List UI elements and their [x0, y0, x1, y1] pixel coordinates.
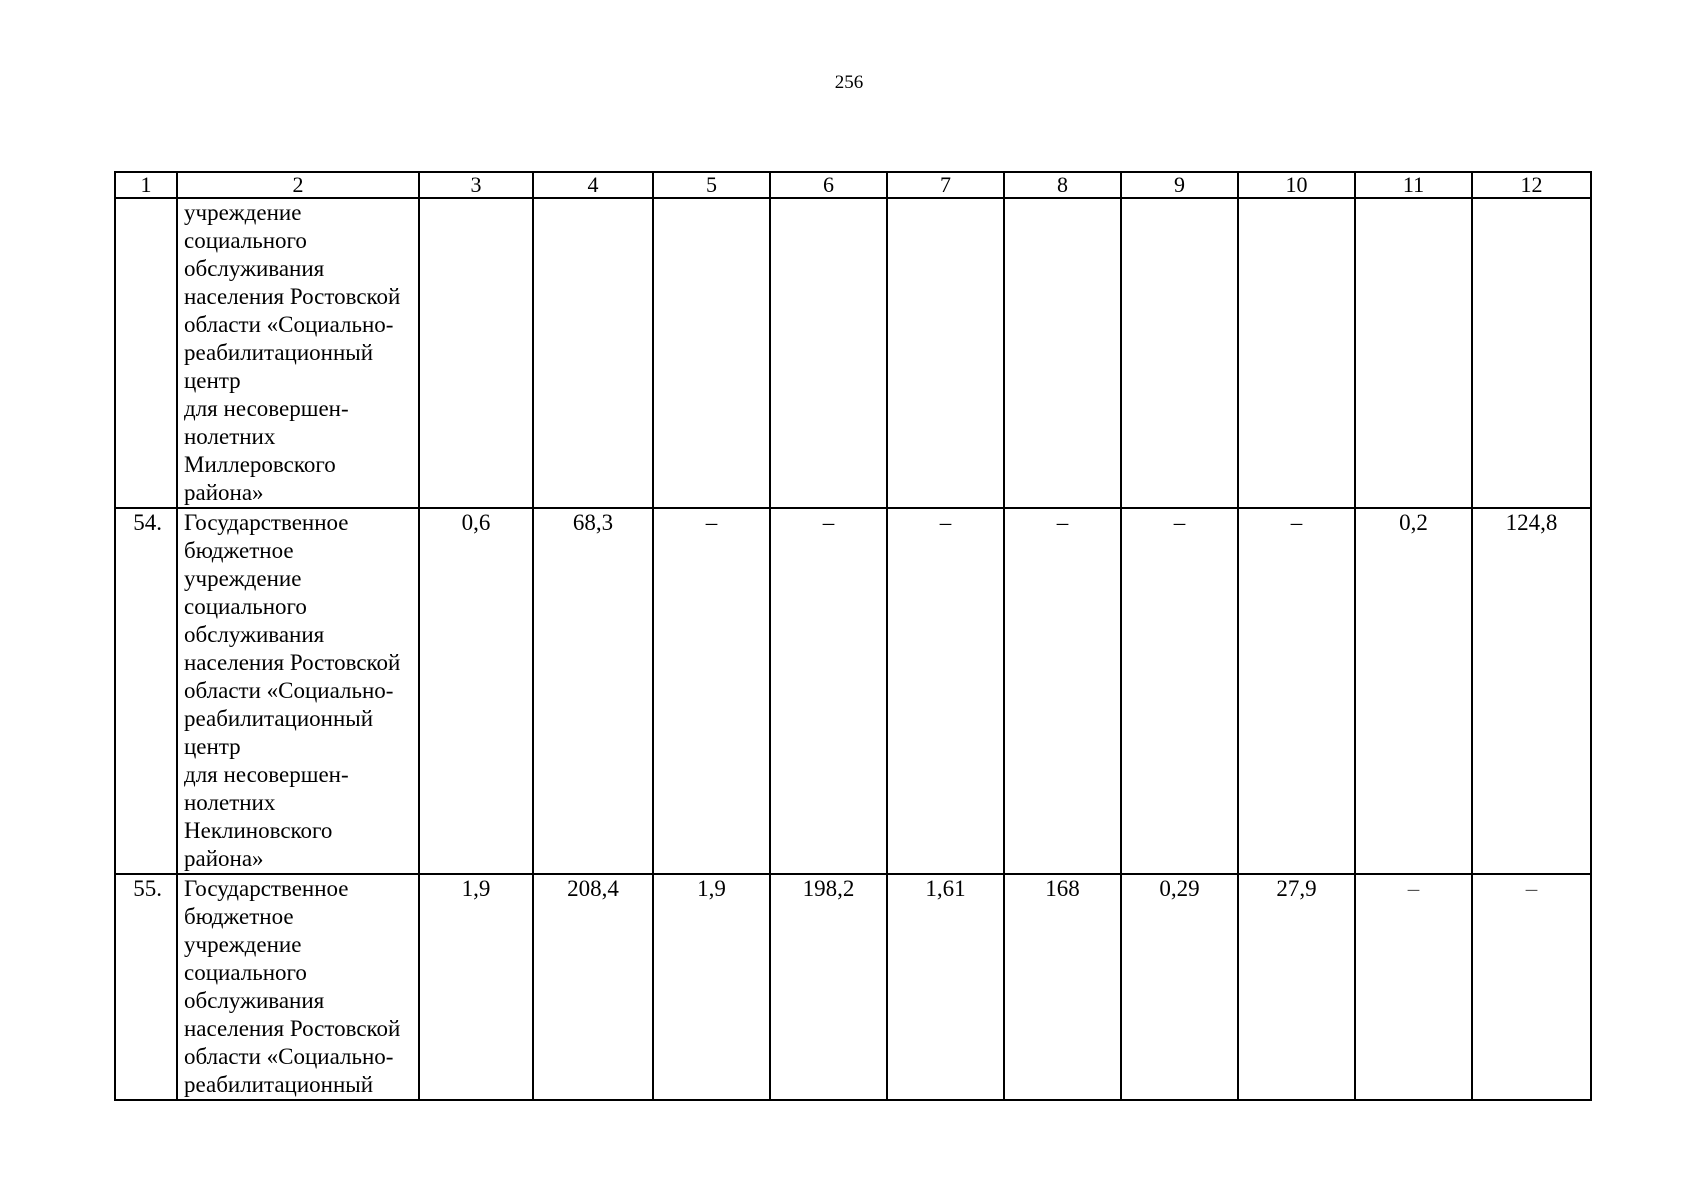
value-cell: 1,61 — [887, 874, 1004, 1100]
value-cell: 1,9 — [653, 874, 770, 1100]
value-cell: – — [653, 508, 770, 874]
data-table — [114, 171, 1592, 1101]
institution-name-cell: учреждение социального обслуживания населения Ростовской области «Социально- реабилитационный центр для несовершен- нолетних Миллеровского района» — [177, 198, 419, 508]
column-header: 1 — [115, 172, 177, 198]
value-cell — [533, 198, 653, 508]
value-cell — [1238, 198, 1355, 508]
column-header: 10 — [1238, 172, 1355, 198]
value-cell: 68,3 — [533, 508, 653, 874]
table-row — [115, 508, 1591, 874]
value-cell: 168 — [1004, 874, 1121, 1100]
column-number-header-row — [115, 172, 1591, 198]
column-header: 2 — [177, 172, 419, 198]
value-cell — [653, 198, 770, 508]
value-cell: – — [1355, 874, 1472, 1100]
value-cell: 124,8 — [1472, 508, 1591, 874]
page-number: 256 — [834, 72, 864, 93]
column-header: 8 — [1004, 172, 1121, 198]
row-number-cell — [115, 198, 177, 508]
value-cell — [1004, 198, 1121, 508]
value-cell: – — [1004, 508, 1121, 874]
row-number-cell: 55. — [115, 874, 177, 1100]
value-cell: 198,2 — [770, 874, 887, 1100]
value-cell — [887, 198, 1004, 508]
row-number-cell: 54. — [115, 508, 177, 874]
value-cell: 0,29 — [1121, 874, 1238, 1100]
value-cell — [770, 198, 887, 508]
value-cell: – — [1238, 508, 1355, 874]
value-cell: – — [887, 508, 1004, 874]
column-header: 7 — [887, 172, 1004, 198]
column-header: 3 — [419, 172, 533, 198]
value-cell: – — [1472, 874, 1591, 1100]
value-cell: 1,9 — [419, 874, 533, 1100]
column-header: 11 — [1355, 172, 1472, 198]
table-row — [115, 874, 1591, 1100]
institution-name-cell: Государственное бюджетное учреждение социального обслуживания населения Ростовской области «Социально- реабилитационный центр для несовершен- нолетних Неклиновского района» — [177, 508, 419, 874]
table-row — [115, 198, 1591, 508]
column-header: 12 — [1472, 172, 1591, 198]
value-cell — [1355, 198, 1472, 508]
value-cell: 0,2 — [1355, 508, 1472, 874]
value-cell: 0,6 — [419, 508, 533, 874]
value-cell — [1472, 198, 1591, 508]
value-cell — [419, 198, 533, 508]
value-cell — [1121, 198, 1238, 508]
value-cell: – — [770, 508, 887, 874]
institution-name-cell: Государственное бюджетное учреждение социального обслуживания населения Ростовской области «Социально- реабилитационный — [177, 874, 419, 1100]
column-header: 9 — [1121, 172, 1238, 198]
value-cell: 27,9 — [1238, 874, 1355, 1100]
column-header: 6 — [770, 172, 887, 198]
column-header: 5 — [653, 172, 770, 198]
value-cell: – — [1121, 508, 1238, 874]
value-cell: 208,4 — [533, 874, 653, 1100]
column-header: 4 — [533, 172, 653, 198]
